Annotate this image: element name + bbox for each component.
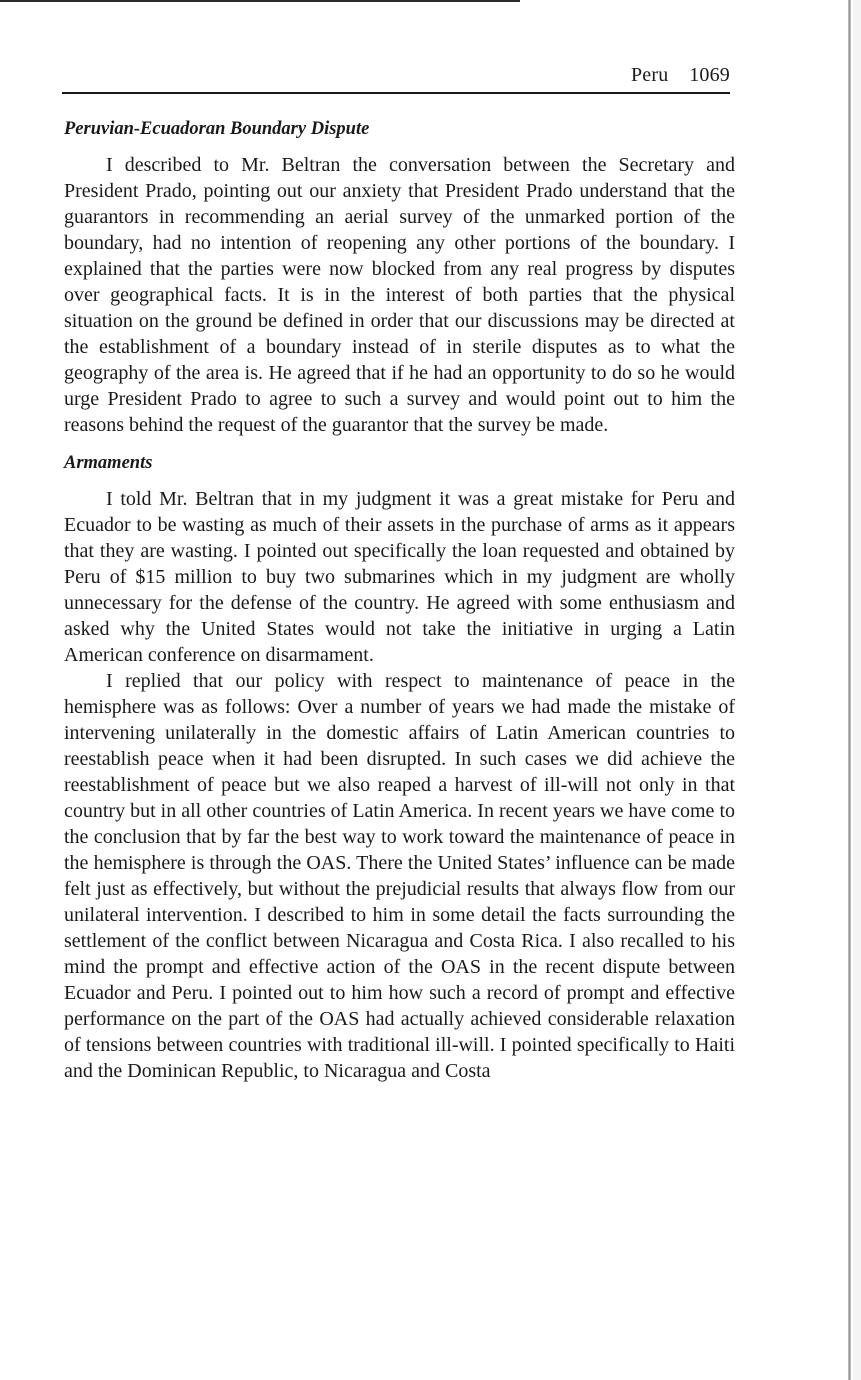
page-body — [64, 116, 735, 1084]
section-title-boundary-dispute: Peruvian-Ecuadoran Boundary Dispute — [64, 119, 370, 139]
spacer — [64, 142, 735, 152]
header-rule — [62, 92, 730, 94]
scan-binding-shadow — [848, 0, 851, 1380]
running-head — [62, 64, 730, 92]
paragraph-boundary-dispute: I described to Mr. Beltran the conversation between the Secretary and President Prado, pointing out our anxiety that President Prado understand that the guarantors in recommending an aerial survey of the unmarked portion of the boundary, had no intention of reopening any other portions of the boundary. I explained that the parties were now blocked from any real progress by disputes over geographical facts. It is in the interest of both parties that the physical situation on the ground be defined in order that our discussions may be directed at the establishment of a boundary instead of in sterile disputes as to what the geography of the area is. He agreed that if he had an opportunity to do so he would urge President Prado to agree to such a survey and would point out to him the reasons behind the request of the guarantor that the survey be made. — [64, 154, 735, 436]
paragraph-armaments-1: I told Mr. Beltran that in my judgment it was a great mistake for Peru and Ecuador to be wasting as much of their assets in the purchase of arms as it appears that they are wasting. I pointed out specifically the loan requested and obtained by Peru of $15 million to buy two submarines which in my judgment are wholly unnecessary for the defense of the country. He agreed with some enthusiasm and asked why the United States would not take the initiative in urging a Latin American conference on disarmament. — [64, 488, 735, 666]
spacer — [64, 476, 735, 486]
scan-page-edge — [853, 0, 861, 1380]
scan-top-edge — [0, 0, 520, 2]
spacer — [64, 438, 735, 450]
section-title-armaments: Armaments — [64, 453, 153, 473]
running-head-text: Peru 1069 — [630, 64, 730, 86]
paragraph-armaments-2: I replied that our policy with respect to maintenance of peace in the hemisphere was as follows: Over a number of years we had made the mistake of intervening unilaterally in the domestic affairs of Latin American countries to reestablish peace when it had been disrupted. In such cases we did achieve the reestablishment of peace but we also reaped a harvest of ill-will not only in that country but in all other countries of Latin America. In recent years we have come to the conclusion that by far the best way to work toward the maintenance of peace in the hemisphere is through the OAS. There the United States’ influence can be made felt just as effectively, but without the prejudicial results that always flow from our unilateral intervention. I described to him in some detail the facts surrounding the settlement of the conflict between Nicaragua and Costa Rica. I also recalled to his mind the prompt and effective action of the OAS in the recent dispute between Ecuador and Peru. I pointed out to him how such a record of prompt and effective performance on the part of the OAS had actually achieved considerable relaxation of tensions between countries with traditional ill-will. I pointed specifically to Haiti and the Dominican Republic, to Nicaragua and Costa — [64, 670, 735, 1082]
